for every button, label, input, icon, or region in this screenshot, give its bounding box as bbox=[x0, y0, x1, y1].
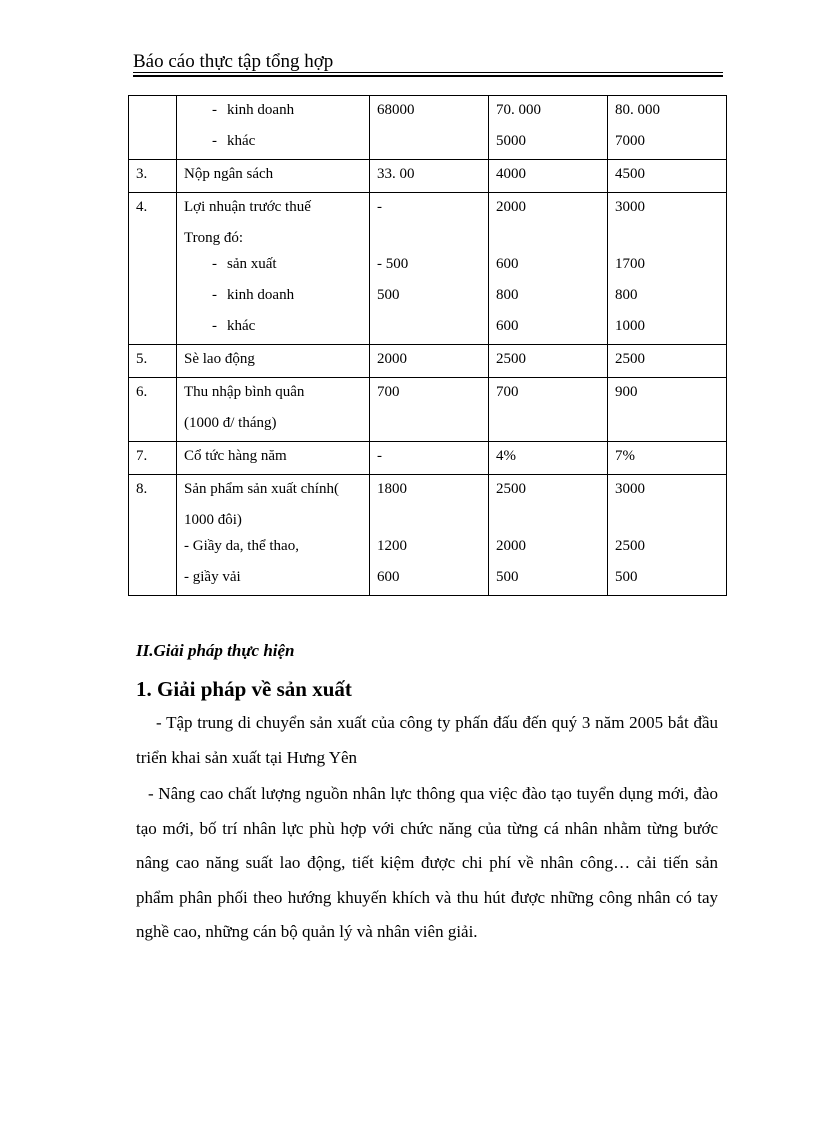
cell-value: 2500 bbox=[615, 351, 645, 367]
cell-value bbox=[377, 314, 482, 340]
cell-value: 700 bbox=[377, 384, 400, 400]
row-sublabel: khác bbox=[227, 318, 256, 334]
bullet-dash: - bbox=[212, 256, 217, 272]
cell-value: 33. 00 bbox=[377, 166, 415, 182]
page-header-title: Báo cáo thực tập tổng hợp bbox=[133, 51, 334, 72]
cell-value: 2500 bbox=[496, 351, 526, 367]
cell-value: 2500 bbox=[615, 538, 645, 554]
row-number: 4. bbox=[136, 199, 148, 215]
row-sublabel: - giầy vải bbox=[184, 569, 241, 585]
cell-value: 600 bbox=[496, 318, 519, 334]
table-row bbox=[129, 160, 727, 193]
row-sublabel: sản xuất bbox=[227, 256, 277, 272]
row-sublabel: kinh doanh bbox=[227, 287, 295, 303]
cell-value: 4000 bbox=[496, 166, 526, 182]
cell-value: 1700 bbox=[615, 256, 645, 272]
cell-value: 500 bbox=[615, 569, 638, 585]
subsection-title: 1. Giải pháp về sản xuất bbox=[136, 677, 352, 701]
cell-value: 7% bbox=[615, 448, 635, 464]
cell-value: 2500 bbox=[496, 481, 526, 497]
cell-value: 1000 bbox=[615, 318, 645, 334]
row-label: Thu nhập bình quân bbox=[184, 384, 305, 400]
bullet-dash: - bbox=[212, 102, 217, 118]
table-row bbox=[129, 378, 727, 442]
cell-value: - bbox=[377, 448, 382, 464]
table-row bbox=[129, 442, 727, 475]
cell-value: 500 bbox=[496, 569, 519, 585]
cell-value: 1800 bbox=[377, 481, 407, 497]
bullet-dash: - bbox=[212, 318, 217, 334]
row-number: 6. bbox=[136, 384, 148, 400]
row-number: 3. bbox=[136, 166, 148, 182]
row-label: Sản phẩm sản xuất chính( bbox=[184, 481, 339, 497]
row-label: Cổ tức hàng năm bbox=[184, 448, 287, 464]
row-number bbox=[136, 98, 170, 129]
table-row bbox=[129, 475, 727, 596]
table-row bbox=[129, 96, 727, 160]
cell-value: 7000 bbox=[615, 133, 645, 149]
cell-value: 3000 bbox=[615, 199, 645, 215]
row-label: (1000 đ/ tháng) bbox=[184, 415, 277, 431]
table-row bbox=[129, 193, 727, 345]
cell-value: 70. 000 bbox=[496, 102, 541, 118]
cell-value: 2000 bbox=[496, 199, 526, 215]
row-number: 8. bbox=[136, 481, 148, 497]
header-rule bbox=[133, 72, 723, 73]
section-title: II.Giải pháp thực hiện bbox=[136, 641, 295, 660]
cell-value: 800 bbox=[615, 287, 638, 303]
header-rule-thick bbox=[133, 75, 723, 77]
cell-value: 4500 bbox=[615, 166, 645, 182]
cell-value: 2000 bbox=[496, 538, 526, 554]
cell-value: 600 bbox=[377, 569, 400, 585]
cell-value: 1200 bbox=[377, 538, 407, 554]
cell-value: 900 bbox=[615, 384, 638, 400]
paragraph: - Nâng cao chất lượng nguồn nhân lực thông qua việc đào tạo tuyển dụng mới, đào tạo mới, bố trí nhân lực phù hợp với chức năng của từng cá nhân nhằm từng bước nâng cao năng suất lao động, tiết kiệm được chi phí về nhân công… cải tiến sản phẩm phân phối theo hướng khuyến khích và thu hút được những công nhân có tay nghề cao, những cán bộ quản lý và nhân viên giải. bbox=[136, 784, 718, 941]
cell-value: 3000 bbox=[615, 481, 645, 497]
row-number: 5. bbox=[136, 351, 148, 367]
cell-value: 500 bbox=[377, 287, 400, 303]
row-label: Trong đó: bbox=[184, 230, 244, 246]
cell-value: - bbox=[377, 199, 382, 215]
cell-value: 4% bbox=[496, 448, 516, 464]
row-number: 7. bbox=[136, 448, 148, 464]
bullet-dash: - bbox=[212, 287, 217, 303]
row-label: 1000 đôi) bbox=[184, 512, 242, 528]
row-label: Lợi nhuận trước thuế bbox=[184, 199, 311, 215]
cell-value: 5000 bbox=[496, 133, 526, 149]
paragraph: - Tập trung di chuyển sản xuất của công ty phấn đấu đến quý 3 năm 2005 bắt đầu triển khai sản xuất tại Hưng Yên bbox=[136, 713, 718, 767]
cell-value bbox=[377, 129, 482, 155]
row-label: Sè lao động bbox=[184, 351, 255, 367]
row-label: Nộp ngân sách bbox=[184, 166, 274, 182]
bullet-dash: - bbox=[212, 133, 217, 149]
cell-value: 80. 000 bbox=[615, 102, 660, 118]
cell-value: 700 bbox=[496, 384, 519, 400]
cell-value: 68000 bbox=[377, 102, 415, 118]
row-sublabel: - Giầy da, thể thao, bbox=[184, 538, 299, 554]
row-label: kinh doanh bbox=[227, 102, 295, 118]
cell-value: - 500 bbox=[377, 256, 409, 272]
financial-table bbox=[128, 95, 727, 596]
table-row bbox=[129, 345, 727, 378]
cell-value: 2000 bbox=[377, 351, 407, 367]
cell-value: 800 bbox=[496, 287, 519, 303]
row-label: khác bbox=[227, 133, 256, 149]
cell-value: 600 bbox=[496, 256, 519, 272]
